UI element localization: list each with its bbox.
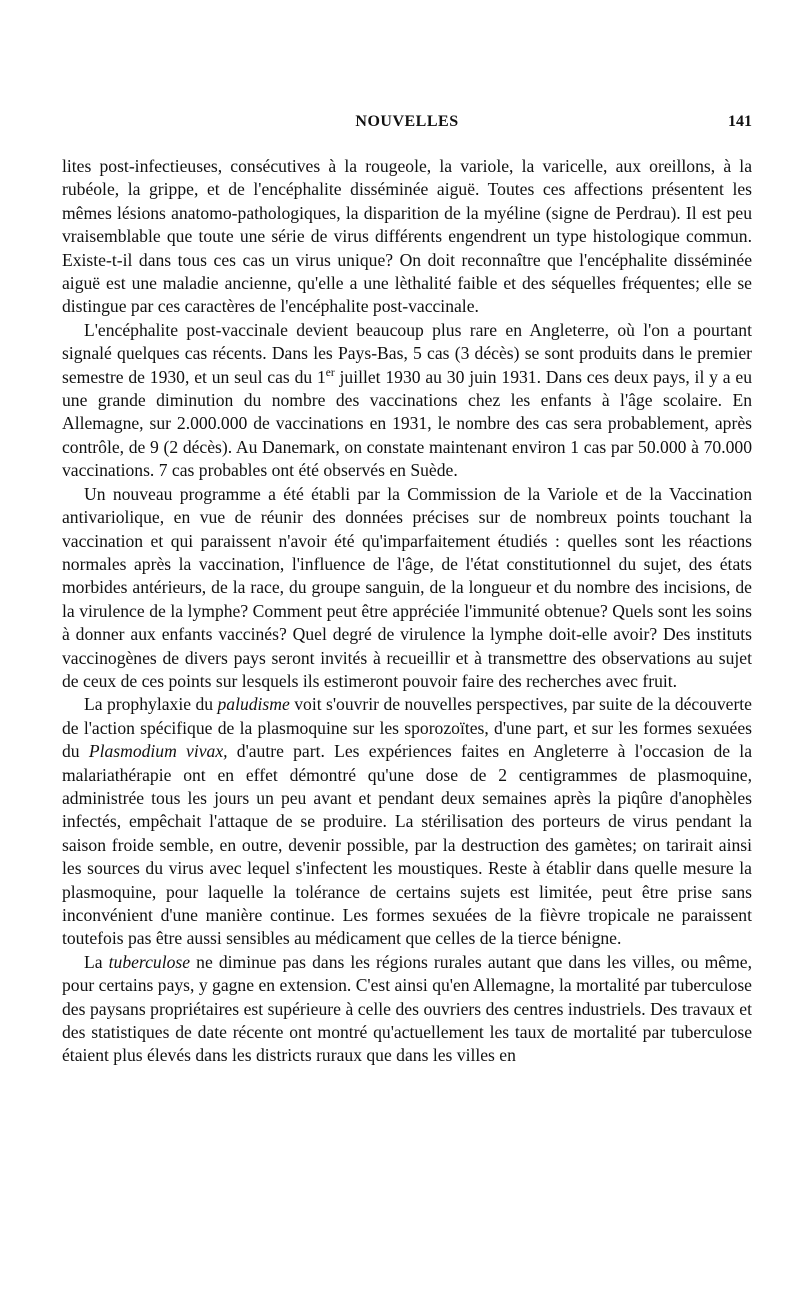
paragraph-text: lites post-infectieuses, consécutives à la rougeole, la variole, la varicelle, aux oreillons, à la rubéole, la grippe, et de l'encéphalite disséminée aiguë. Toutes ces affections présentent les mêmes lésions anatomo-pathologiques, la disparition de la myéline (signe de Perdrau). Il est peu vraisemblable que toute une série de virus différents engendrent un type histologique commun. Existe-t-il dans tous ces cas un virus unique? On doit reconnaître que l'encéphalite disséminée aiguë est une maladie ancienne, qu'elle a une lèthalité faible et des séquelles fréquentes; elle se distingue par ces caractères de l'encéphalite post-vaccinale. [62, 156, 752, 317]
running-title: NOUVELLES [355, 113, 459, 130]
paragraph-tuberculose [62, 951, 752, 1068]
paragraph-text: voit s'ouvrir de nouvelles perspectives, par suite de la découverte de l'action spécifique de la plasmoquine sur les sporozoïtes, d'une part, et sur les formes sexuées du [62, 694, 752, 762]
paragraph-text: La prophylaxie du [84, 694, 218, 715]
paragraph-text: La [84, 951, 109, 972]
running-header [62, 113, 752, 141]
paragraph-text: ne diminue pas dans les régions rurales autant que dans les villes, ou même, pour certains pays, y gagne en extension. C'est ainsi qu'en Allemagne, la mortalité par tuberculose des paysans propriétaires est supérieure à celle des ouvriers des centres industriels. Des travaux et des statistiques de date récente ont montré qu'actuellement les taux de mortalité par tuberculose étaient plus élevés dans les districts ruraux que dans les villes en [62, 951, 752, 1066]
italic-term-plasmodium-vivax: Plasmodium vivax, [88, 741, 228, 762]
paragraph-text: juillet 1930 au 30 juin 1931. Dans ces deux pays, il y a eu une grande diminution du nombre des vaccinations chez les enfants à l'âge scolaire. En Allemagne, sur 2.000.000 de vaccinations en 1931, le nombre des cas sera probablement, après contrôle, de 9 (2 décès). Au Danemark, on constate maintenant environ 1 cas par 50.000 à 70.000 vaccinations. 7 cas probables ont été observés en Suède. [62, 366, 752, 481]
document-page [62, 113, 752, 1068]
paragraph-vaccination-program [62, 483, 752, 694]
article-body [62, 155, 752, 1068]
paragraph-encephalites [62, 155, 752, 319]
page-number: 141 [728, 113, 752, 130]
paragraph-text: Un nouveau programme a été établi par la Commission de la Variole et de la Vaccination antivariolique, en vue de réunir des données précises sur de nombreux points touchant la vaccination et qui paraissent n'avoir été qu'imparfaitement étudiés : quelles sont les réactions normales après la vaccination, l'influence de l'âge, de l'état constitutionnel du sujet, des états morbides antérieurs, de la race, du groupe sanguin, de la longueur et du nombre des incisions, de la virulence de la lymphe? Comment peut être appréciée l'immunité obtenue? Quels sont les soins à donner aux enfants vaccinés? Quel degré de virulence la lymphe doit-elle avoir? Des instituts vaccinogènes de divers pays seront invités à recueillir et à transmettre des observations au sujet de ceux de ces points sur lesquels ils estimeront pouvoir faire des recherches avec fruit. [62, 483, 752, 691]
paragraph-paludisme [62, 693, 752, 950]
paragraph-text: L'encéphalite post-vaccinale devient beaucoup plus rare en Angleterre, où l'on a pourtant signalé quelques cas récents. Dans les Pays-Bas, 5 cas (3 décès) se sont produits dans le premier semestre de 1930, et un seul cas du 1 [62, 319, 752, 387]
paragraph-text: d'autre part. Les expériences faites en Angleterre à l'occasion de la malariathérapie ont en effet démontré qu'une dose de 2 centigrammes de plasmoquine, administrée tous les jours un peu avant et pendant deux semaines après la piqûre d'anophèles infectés, empêchait l'attaque de se produire. La stérilisation des porteurs de virus pendant la saison froide semble, en outre, devenir possible, par la destruction des gamètes; on tarirait ainsi les sources du virus avec lequel s'infectent les moustiques. Reste à établir dans quelle mesure la plasmoquine, pour laquelle la tolérance de certains sujets est limitée, peut être prise sans inconvénient d'une manière continue. Les formes sexuées de la fièvre tropicale ne paraissent toutefois pas être aussi sensibles au médicament que celles de la tierce bénigne. [62, 741, 753, 949]
superscript-ordinal: er [325, 366, 335, 379]
paragraph-post-vaccinal-encephalitis [62, 319, 752, 483]
italic-term-paludisme: paludisme [217, 694, 290, 715]
italic-term-tuberculose: tuberculose [108, 951, 191, 972]
